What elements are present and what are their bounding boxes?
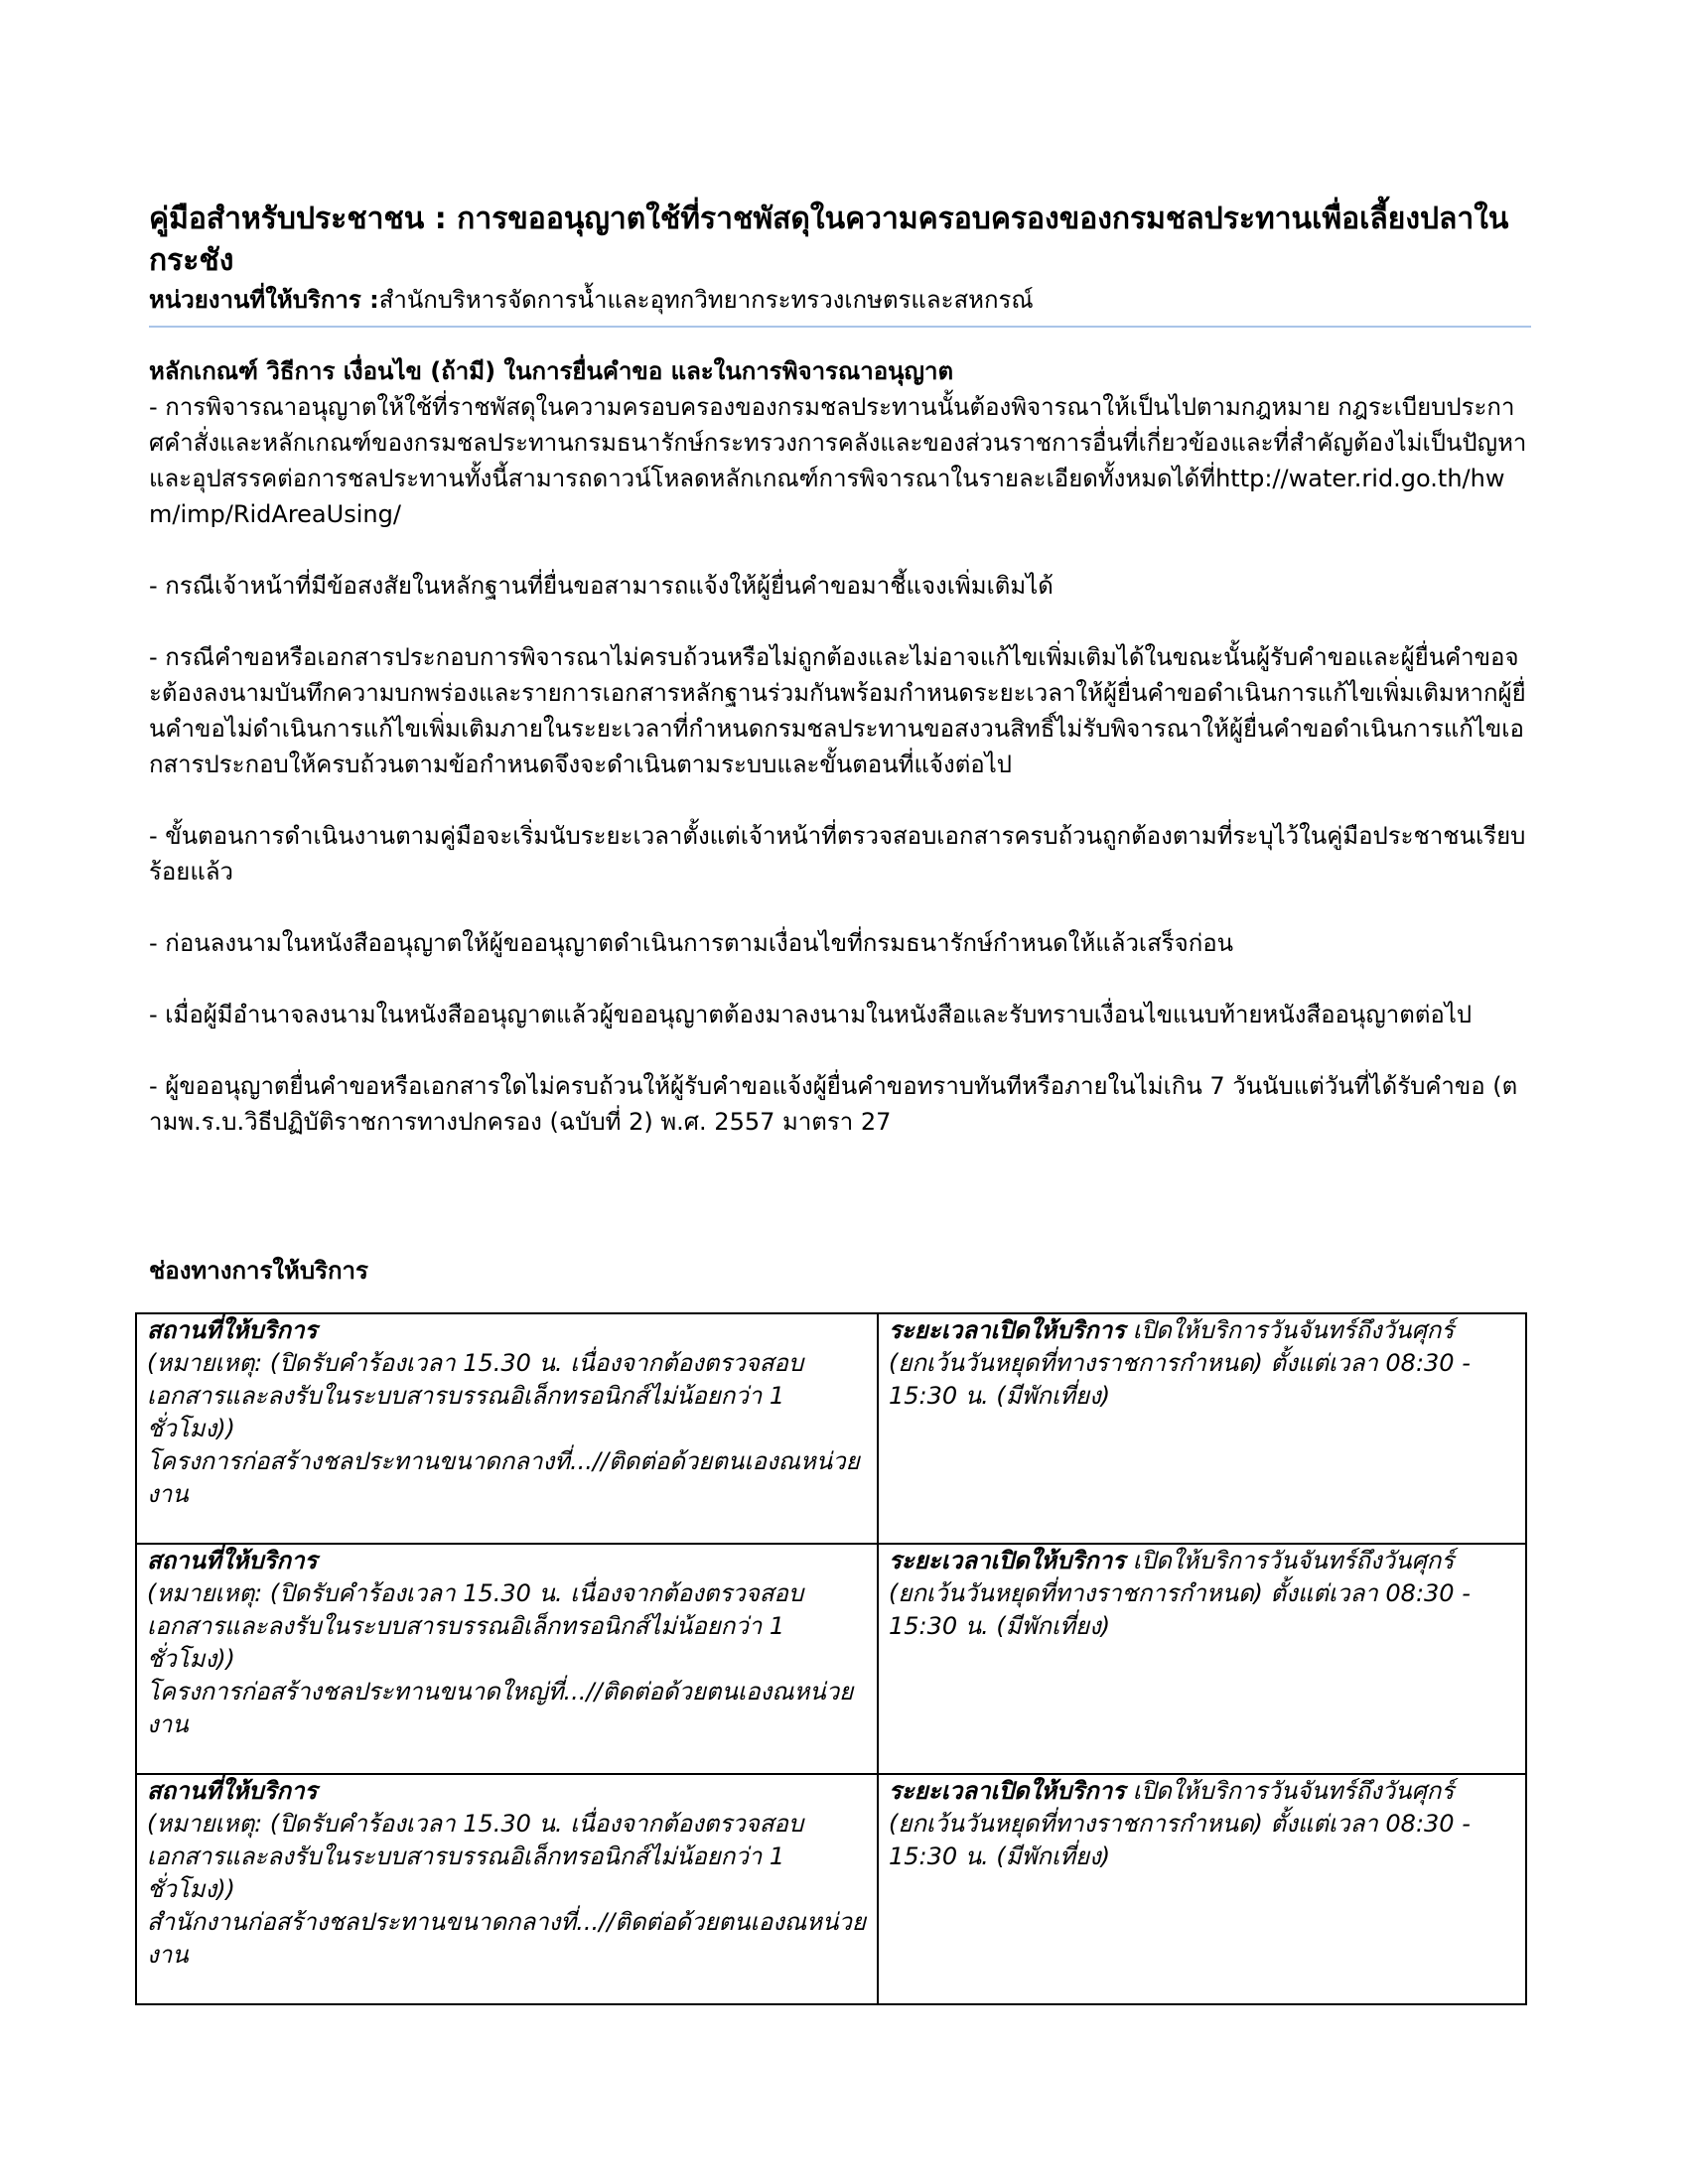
- service-channels-table: [135, 1312, 1527, 2005]
- place-name: โครงการก่อสร้างชลประทานขนาดกลางที่...//ติดต่อด้วยตนเองณหน่วยงาน: [147, 1447, 860, 1508]
- place-name: สำนักงานก่อสร้างชลประทานขนาดกลางที่...//ติดต่อด้วยตนเองณหน่วยงาน: [147, 1908, 866, 1969]
- service-hours-cell: [878, 1544, 1526, 1774]
- service-place-cell: [136, 1774, 878, 2004]
- criteria-paragraph: - ขั้นตอนการดำเนินงานตามคู่มือจะเริ่มนับระยะเวลาตั้งแต่เจ้าหน้าที่ตรวจสอบเอกสารครบถ้วนถูกต้องตามที่ระบุไว้ในคู่มือประชาชนเรียบร้อยแล้ว: [149, 822, 1526, 886]
- place-note: (หมายเหตุ: (ปิดรับคำร้องเวลา 15.30 น. เนื่องจากต้องตรวจสอบเอกสารและลงรับในระบบสารบรรณอิเล็กทรอนิกส์ไม่น้อยกว่า 1 ชั่วโมง)): [147, 1579, 804, 1673]
- place-label: สถานที่ให้บริการ: [147, 1316, 318, 1344]
- agency-line: [149, 282, 1529, 318]
- hours-value: เปิดให้บริการวันจันทร์ถึงวันศุกร์ (ยกเว้นวันหยุดที่ทางราชการกำหนด) ตั้งแต่เวลา 08:30 - 15:30 น. (มีพักเที่ยง): [888, 1547, 1471, 1640]
- document-page: [149, 199, 1529, 1140]
- table-row: [136, 1544, 1526, 1774]
- table-row: [136, 1313, 1526, 1544]
- criteria-heading: หลักเกณฑ์ วิธีการ เงื่อนไข (ถ้ามี) ในการยื่นคำขอ และในการพิจารณาอนุญาต: [149, 357, 954, 385]
- place-label: สถานที่ให้บริการ: [147, 1777, 318, 1805]
- place-name: โครงการก่อสร้างชลประทานขนาดใหญ่ที่...//ติดต่อด้วยตนเองณหน่วยงาน: [147, 1678, 854, 1738]
- criteria-body: [149, 389, 1529, 1140]
- hours-label: ระยะเวลาเปิดให้บริการ: [888, 1777, 1126, 1805]
- place-note: (หมายเหตุ: (ปิดรับคำร้องเวลา 15.30 น. เนื่องจากต้องตรวจสอบเอกสารและลงรับในระบบสารบรรณอิเล็กทรอนิกส์ไม่น้อยกว่า 1 ชั่วโมง)): [147, 1810, 804, 1903]
- service-hours-cell: [878, 1313, 1526, 1544]
- hours-value: เปิดให้บริการวันจันทร์ถึงวันศุกร์ (ยกเว้นวันหยุดที่ทางราชการกำหนด) ตั้งแต่เวลา 08:30 - 15:30 น. (มีพักเที่ยง): [888, 1777, 1471, 1870]
- service-place-cell: [136, 1544, 878, 1774]
- header-divider: [149, 326, 1531, 328]
- criteria-paragraph: - กรณีเจ้าหน้าที่มีข้อสงสัยในหลักฐานที่ยื่นขอสามารถแจ้งให้ผู้ยื่นคำขอมาชี้แจงเพิ่มเติมได้: [149, 572, 1054, 600]
- channels-heading: ช่องทางการให้บริการ: [149, 1257, 368, 1285]
- hours-label: ระยะเวลาเปิดให้บริการ: [888, 1316, 1126, 1344]
- service-place-cell: [136, 1313, 878, 1544]
- page-title: คู่มือสำหรับประชาชน : การขออนุญาตใช้ที่ราชพัสดุในความครอบครองของกรมชลประทานเพื่อเลี้ยงปลาในกระชัง: [149, 202, 1509, 278]
- criteria-paragraph: - เมื่อผู้มีอำนาจลงนามในหนังสืออนุญาตแล้วผู้ขออนุญาตต้องมาลงนามในหนังสือและรับทราบเงื่อนไขแนบท้ายหนังสืออนุญาตต่อไป: [149, 1001, 1473, 1028]
- agency-label: หน่วยงานที่ให้บริการ :: [149, 286, 379, 314]
- table-row: [136, 1774, 1526, 2004]
- place-label: สถานที่ให้บริการ: [147, 1547, 318, 1574]
- criteria-paragraph: - ผู้ขออนุญาตยื่นคำขอหรือเอกสารใดไม่ครบถ้วนให้ผู้รับคำขอแจ้งผู้ยื่นคำขอทราบทันทีหรือภายในไม่เกิน 7 วันนับแต่วันที่ได้รับคำขอ (ตามพ.ร.บ.วิธีปฏิบัติราชการทางปกครอง (ฉบับที่ 2) พ.ศ. 2557 มาตรา 27: [149, 1072, 1518, 1136]
- agency-value: สำนักบริหารจัดการน้ำและอุทกวิทยากระทรวงเกษตรและสหกรณ์: [378, 286, 1034, 314]
- service-hours-cell: [878, 1774, 1526, 2004]
- hours-value: เปิดให้บริการวันจันทร์ถึงวันศุกร์ (ยกเว้นวันหยุดที่ทางราชการกำหนด) ตั้งแต่เวลา 08:30 - 15:30 น. (มีพักเที่ยง): [888, 1316, 1471, 1410]
- place-note: (หมายเหตุ: (ปิดรับคำร้องเวลา 15.30 น. เนื่องจากต้องตรวจสอบเอกสารและลงรับในระบบสารบรรณอิเล็กทรอนิกส์ไม่น้อยกว่า 1 ชั่วโมง)): [147, 1349, 804, 1442]
- hours-label: ระยะเวลาเปิดให้บริการ: [888, 1547, 1126, 1574]
- criteria-paragraph: - ก่อนลงนามในหนังสืออนุญาตให้ผู้ขออนุญาตดำเนินการตามเงื่อนไขที่กรมธนารักษ์กำหนดให้แล้วเสร็จก่อน: [149, 929, 1234, 957]
- criteria-paragraph: - การพิจารณาอนุญาตให้ใช้ที่ราชพัสดุในความครอบครองของกรมชลประทานนั้นต้องพิจารณาให้เป็นไปตามกฎหมาย กฎระเบียบประกาศคำสั่งและหลักเกณฑ์ของกรมชลประทานกรมธนารักษ์กระทรวงการคลังและของส่วนราชการอื่นที่เกี่ยวข้องและที่สำคัญต้องไม่เป็นปัญหาและอุปสรรคต่อการชลประทานทั้งนี้สามารถดาวน์โหลดหลักเกณฑ์การพิจารณาในรายละเอียดทั้งหมดได้ที่http://water.rid.go.th/hwm/imp/RidAreaUsing/: [149, 393, 1527, 528]
- criteria-paragraph: - กรณีคำขอหรือเอกสารประกอบการพิจารณาไม่ครบถ้วนหรือไม่ถูกต้องและไม่อาจแก้ไขเพิ่มเติมได้ในขณะนั้นผู้รับคำขอและผู้ยื่นคำขอจะต้องลงนามบันทึกความบกพร่องและรายการเอกสารหลักฐานร่วมกันพร้อมกำหนดระยะเวลาให้ผู้ยื่นคำขอดำเนินการแก้ไขเพิ่มเติมหากผู้ยื่นคำขอไม่ดำเนินการแก้ไขเพิ่มเติมภายในระยะเวลาที่กำหนดกรมชลประทานขอสงวนสิทธิ์ไม่รับพิจารณาให้ผู้ยื่นคำขอดำเนินการแก้ไขเอกสารประกอบให้ครบถ้วนตามข้อกำหนดจึงจะดำเนินตามระบบและขั้นตอนที่แจ้งต่อไป: [149, 643, 1526, 778]
